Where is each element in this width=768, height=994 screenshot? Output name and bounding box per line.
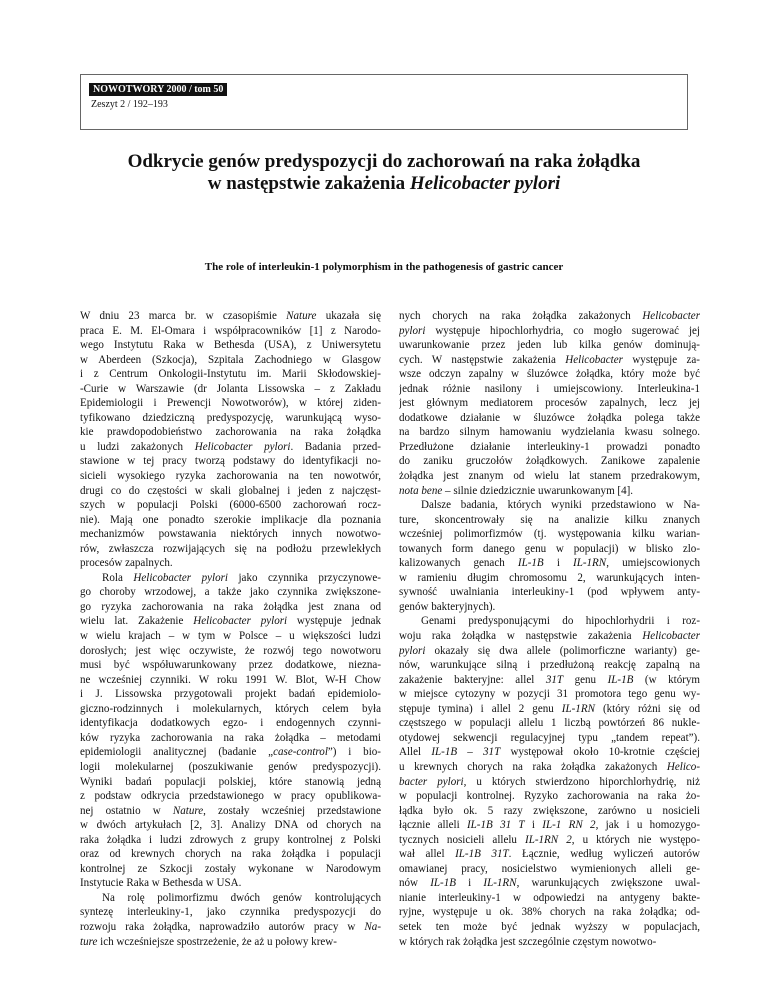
text-line: łądka było ok. 5 razy zwiększone, zarówno u nosicieli <box>399 804 700 817</box>
text-line: Przedłużone działanie interleukiny-1 prowadzi ponadto <box>399 440 700 453</box>
text-line: cych. W następstwie zakażenia Helicobacter występuje za- <box>399 353 700 366</box>
text-line: ture, skoncentrowały się na analizie kilku znanych <box>399 513 700 526</box>
text-line: sywność uwalniania interleukiny-1 (pod wpływem anty- <box>399 586 700 599</box>
text-line: częstszego w populacji allelu 1 liczbą powtórzeń 86 nukle- <box>399 717 700 730</box>
text-line: i z Centrum Onkologii-Instytutu im. Marii Skłodowskiej- <box>80 368 381 381</box>
text-line: drugi co do częstości w skali globalnej i jeden z najczęst- <box>80 484 381 497</box>
text-line: jednak różnie nasilony i umiejscowiony. Interleukina-1 <box>399 382 700 395</box>
text-line: w populacji kontrolnej. Ryzyko zachorowania na raka żo- <box>399 790 700 803</box>
title-line-2 <box>60 173 708 195</box>
text-line: musi być współuwarunkowany przez dodatkowe, niezna- <box>80 659 381 672</box>
text-line: jest głównym mediatorem procesów zapalnych, lecz jej <box>399 397 700 410</box>
journal-header-box <box>80 74 688 130</box>
text-line: wego Instytutu Raka w Bethesda (USA), z Uniwersytetu <box>80 339 381 352</box>
text-line: Na rolę polimorfizmu dwóch genów kontrolujących <box>102 891 381 904</box>
text-line: omawianej pracy, nosicielstwo wymienionych alleli ge- <box>399 862 700 875</box>
left-text-column <box>80 309 381 949</box>
right-text-column <box>399 309 700 949</box>
text-line: praca E. M. El-Omara i współpracowników [1] z Narodo- <box>80 324 381 337</box>
text-line: setek ten może być jednak wyższy w populacjach, <box>399 920 700 933</box>
text-line: sicieli wysokiego ryzyka zachorowania na ten nowotwór, <box>80 470 381 483</box>
text-line: epidemiologii analitycznej (badanie „case-control”) i bio- <box>80 746 381 759</box>
text-line: Rola Helicobacter pylori jako czynnika przyczynowe- <box>102 571 381 584</box>
text-line: ne wcześniej czynniki. W roku 1991 W. Blot, W-H Chow <box>80 673 381 686</box>
text-line: otydowej sekwencji regulacyjnej typu „tandem repeat”). <box>399 731 700 744</box>
text-line: żołądka jest znanym od wielu lat stanem przedrakowym, <box>399 470 700 483</box>
text-line: wsze odczyn zapalny w śluzówce żołądka, który może być <box>399 368 700 381</box>
text-line: oraz od krewnych chorych na raka żołądka i populacji <box>80 848 381 861</box>
text-line: i J. Lissowska przygotowali projekt badań epidemiolo- <box>80 688 381 701</box>
text-line: raka żołądka i ludzi zdrowych z grupy kontrolnej z Polski <box>80 833 381 846</box>
text-line: Genami predysponującymi do hipochlorhydrii i roz- <box>421 615 700 628</box>
title-species-name: Helicobacter pylori <box>409 173 561 194</box>
text-line: towanych form danego genu w populacji) w blisko zlo- <box>399 542 700 555</box>
text-line: nów IL-1B i IL-1RN, warunkujących zwiększone uwal- <box>399 877 700 890</box>
text-line: w wielu krajach – w tym w Polsce – u większości ludzi <box>80 630 381 643</box>
text-line: rów, zwłaszcza rozwijających się na podłożu przewlekłych <box>80 542 381 555</box>
text-line: identyfikacja dodatkowych egzo- i endogennych czynni- <box>80 717 381 730</box>
text-line: Wyniki badań populacji polskiej, które stanowią jedną <box>80 775 381 788</box>
text-line: stawione w tej pracy tworzą podstawy do identyfikacji no- <box>80 455 381 468</box>
text-line: tycznych nosicieli allelu IL-1RN 2, u których nie występo- <box>399 833 700 846</box>
text-line: ryjne, występuje u ok. 38% chorych na raka żołądka; od- <box>399 906 700 919</box>
text-line: ture ich wcześniejsze spostrzeżenie, że aż u połowy krew- <box>80 935 337 948</box>
text-line: kalizowanych genach IL-1B i IL-1RN, umiejscowionych <box>399 557 700 570</box>
text-line: W dniu 23 marca br. w czasopiśmie Nature ukazała się <box>80 310 381 322</box>
text-line: go choroby wrzodowej, a także jako czynnika zwiększone- <box>80 586 381 599</box>
text-line: bacter pylori, u których stwierdzono hiporchlorhydrię, niż <box>399 775 700 788</box>
text-line: logii molekularnej (poszukiwanie genów predyspozycji). <box>80 760 381 773</box>
text-line: w dwóch artykułach [2, 3]. Analizy DNA od chorych na <box>80 819 381 832</box>
text-line: nów, warunkujące silną i przedłużoną reakcję zapalną na <box>399 659 700 672</box>
text-line: pylori występuje hipochlorhydria, co mogło sugerować jej <box>399 324 700 337</box>
text-line: dodatkowe działanie w śluzówce żołądka polega także <box>399 411 700 424</box>
text-line: -Curie w Warszawie (dr Jolanta Lissowska – z Zakładu <box>80 382 381 395</box>
text-line: pylori okazały się dwa allele (polimorficzne warianty) ge- <box>399 644 700 657</box>
title-line-1: Odkrycie genów predyspozycji do zachorowań na raka żołądka <box>127 151 641 172</box>
text-line: zakażenie bakteryjne: allel 31T genu IL-1B (w którym <box>399 673 700 686</box>
text-line: mechanizmów powstawania niektórych innych nowotwo- <box>80 528 381 541</box>
text-line: nie). Mają one ponadto szerokie implikacje dla poznania <box>80 513 381 526</box>
text-line: Epidemiologii i Prewencji Nowotworów), w której ziden- <box>80 397 381 410</box>
text-line: wielu lat. Zakażenie Helicobacter pylori występuje jednak <box>80 615 381 628</box>
text-line: syntezę interleukiny-1, jako czynnika predyspozycji do <box>80 906 381 919</box>
text-line: u krewnych chorych na raka żołądka zakażonych Helico- <box>399 760 700 773</box>
text-line: wcześniej polimorfizmów (tj. występowania kilku warian- <box>399 528 700 541</box>
text-line: dorosłych; jest więc oczywiste, że rozwój tego nowotworu <box>80 644 381 657</box>
english-subtitle: The role of interleukin-1 polymorphism in the pathogenesis of gastric cancer <box>204 261 564 273</box>
article-title <box>60 151 708 195</box>
text-line: do zaniku gruczołów żołądkowych. Zanikowe zapalenie <box>399 455 700 468</box>
text-line: ków ryzyka zachorowania na raka żołądka – metodami <box>80 731 381 744</box>
text-line: u ludzi zakażonych Helicobacter pylori. Badania przed- <box>80 440 381 453</box>
text-line: w których rak żołądka jest szczególnie częstym nowotwo- <box>399 935 657 948</box>
text-line: w Aberdeen (Szkocja), Szpitala Zachodniego w Glasgow <box>80 353 381 366</box>
text-line: woju raka żołądka w następstwie zakażenia Helicobacter <box>399 630 700 643</box>
text-line: wał allel IL-1B 31T. Łącznie, według wyliczeń autorów <box>399 848 700 861</box>
text-line: procesów zapalnych. <box>80 557 173 570</box>
text-line: w ramieniu długim chromosomu 2, warunkujących inten- <box>399 571 700 584</box>
text-line: stępuje tymina) i allel 2 genu IL-1RN (który różni się od <box>399 702 700 715</box>
text-line: nianie interleukiny-1 w odpowiedzi na antygeny bakte- <box>399 891 700 904</box>
issue-info: Zeszyt 2 / 192–193 <box>91 99 168 110</box>
text-line: kontrolnej ze Szkocji zostały wykonane w Narodowym <box>80 862 381 875</box>
journal-name: NOWOTWORY 2000 / tom 50 <box>89 83 227 96</box>
text-line: kie prawdopodobieństwo zachorowania na raka żołądka <box>80 426 381 439</box>
text-line: rozwoju raka żołądka, naprowadziło autorów pracy w Na- <box>80 920 381 933</box>
text-line: tyfikowano dziedziczną predyspozycję, warunkującą wyso- <box>80 411 381 424</box>
text-line: genów bakteryjnych). <box>399 600 496 613</box>
text-line: szych w populacji Polski (6000-6500 zachorowań rocz- <box>80 499 381 512</box>
text-line: giczno-rodzinnych i molekularnych, których celem była <box>80 702 381 715</box>
text-line: nych chorych na raka żołądka zakażonych Helicobacter <box>399 310 700 322</box>
text-line: w miejsce cytozyny w pozycji 31 promotora tego genu wy- <box>399 688 700 701</box>
text-line: Dalsze badania, których wyniki przedstawiono w Na- <box>421 499 700 512</box>
text-line: łącznie alleli IL-1B 31 T i IL-1 RN 2, jak i u homozygo- <box>399 819 700 832</box>
text-line: go ryzyka zachorowania na raka żołądka jest znana od <box>80 600 381 613</box>
text-line: Allel IL-1B – 31T występował około 10-krotnie częściej <box>399 746 700 759</box>
text-line: nej ostatnio w Nature, zostały wcześniej przedstawione <box>80 804 381 817</box>
text-line: Instytucie Raka w Bethesda w USA. <box>80 877 242 890</box>
text-line: uwarunkowanie przez jeden lub kilka genów dominują- <box>399 339 700 352</box>
text-line: na bardzo silnym hamowaniu wydzielania kwasu solnego. <box>399 426 700 439</box>
text-line: z podstaw odkrycia przedstawionego w pracy opublikowa- <box>80 790 381 803</box>
title-line-2-text: w następstwie zakażenia <box>207 173 410 194</box>
text-line: nota bene – silnie dziedzicznie uwarunkowanym [4]. <box>399 484 634 497</box>
